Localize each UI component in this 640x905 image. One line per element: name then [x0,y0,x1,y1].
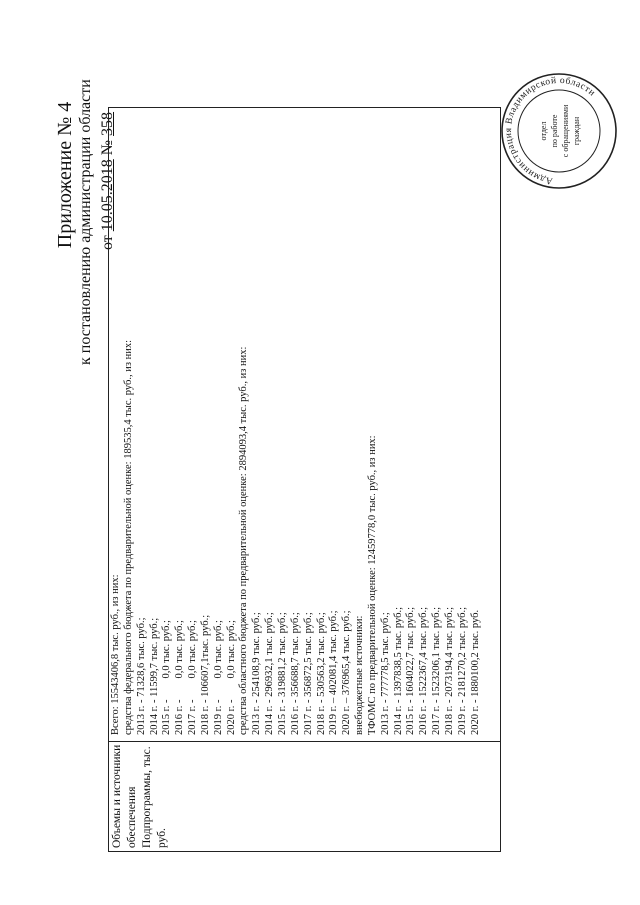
stamp-outer-text: Администрация Владимирской области [503,75,597,186]
federal-year-line: 2017 г. - 0,0 тыс. руб.; [187,620,199,735]
federal-year-line: 2015 г. - 0,0 тыс. руб.; [161,620,173,735]
federal-year-line: 2019 г. - 0,0 тыс. руб.; [212,620,224,735]
regional-year-line: 2020 г. – 376965,4 тыс. руб.; [341,610,353,735]
tfoms-year-line: 2016 г. - 1522367,4 тыс. руб.; [418,606,430,735]
tfoms-year-line: 2020 г. - 1880100,2 тыс. руб. [469,609,481,735]
tfoms-year-line: 2013 г. - 777778,5 тыс. руб.; [379,612,391,735]
tfoms-year-line: 2017 г. - 1523206,1 тыс. руб.; [431,606,443,735]
federal-year-line: 2016 г. - 0,0 тыс. руб.; [174,620,186,735]
decree-number: 358 [99,111,116,136]
stamp-inner-line: с обращениями [561,104,570,158]
funding-values-cell [110,225,482,735]
number-prefix: № [99,139,116,156]
stamp-inner-line: граждан [572,116,581,146]
regional-year-line: 2017 г. - 356872,5 тыс. руб.; [302,612,314,735]
regional-year-line: 2018 г. - 530563,2 тыс. руб.; [315,612,327,735]
funding-label-cell [110,744,170,848]
regional-year-line: 2015 г. - 319881,2 тыс. руб.; [276,612,288,735]
federal-year-line: 2014 г. - 11599,7 тыс. руб.; [148,617,160,735]
regional-budget-line: средства областного бюджета по предварительной оценке: 2894093,4 тыс. руб., из них: [238,346,250,735]
stamp-inner-line: отдел [539,121,548,141]
federal-budget-line: средства федерального бюджета по предварительной оценке: 189535,4 тыс. руб., из них: [122,339,134,735]
tfoms-year-line: 2019 г. - 2181270,2 тыс. руб.; [456,606,468,735]
date-prefix: от [99,235,116,250]
extrabudgetary-heading: внебюджетные источники: [354,615,366,735]
official-stamp [500,72,618,190]
regional-year-line: 2014 г. - 296932,1 тыс. руб.; [264,612,276,735]
regional-year-line: 2019 г. – 402081,4 тыс. руб.; [328,610,340,735]
regional-year-line: 2013 г. - 254108,9 тыс. руб.; [251,612,263,735]
total-line: Всего: 15543406,8 тыс. руб., из них: [110,574,121,735]
appendix-subtitle: к постановлению администрации области [77,79,94,365]
table-column-divider [108,741,501,742]
label-line: Подпрограммы, тыс. [141,746,153,848]
tfoms-year-line: 2018 г. - 2073194,4 тыс. руб.; [443,606,455,735]
federal-year-line: 2013 г. - 71328,6 тыс. руб.; [135,617,147,735]
federal-year-line: 2020 г. - 0,0 тыс. руб.; [225,620,237,735]
label-line: руб. [156,828,168,848]
label-line: обеспечения [126,786,138,848]
federal-year-line: 2018 г. - 106607,1тыс. руб.; [199,614,211,735]
tfoms-line: ТФОМС по предварительной оценке: 12459778,0 тыс. руб., из них: [366,435,378,735]
appendix-title: Приложение № 4 [54,101,76,249]
regional-year-line: 2016 г. - 356688,7 тыс. руб.; [289,612,301,735]
tfoms-year-line: 2014 г. - 1397838,5 тыс. руб.; [392,606,404,735]
stamp-inner-line: по работе [550,114,559,148]
label-line: Объемы и источники [111,744,123,848]
decree-date: 10.05.2018 [99,159,116,232]
tfoms-year-line: 2015 г. - 1604022,7 тыс. руб.; [405,606,417,735]
